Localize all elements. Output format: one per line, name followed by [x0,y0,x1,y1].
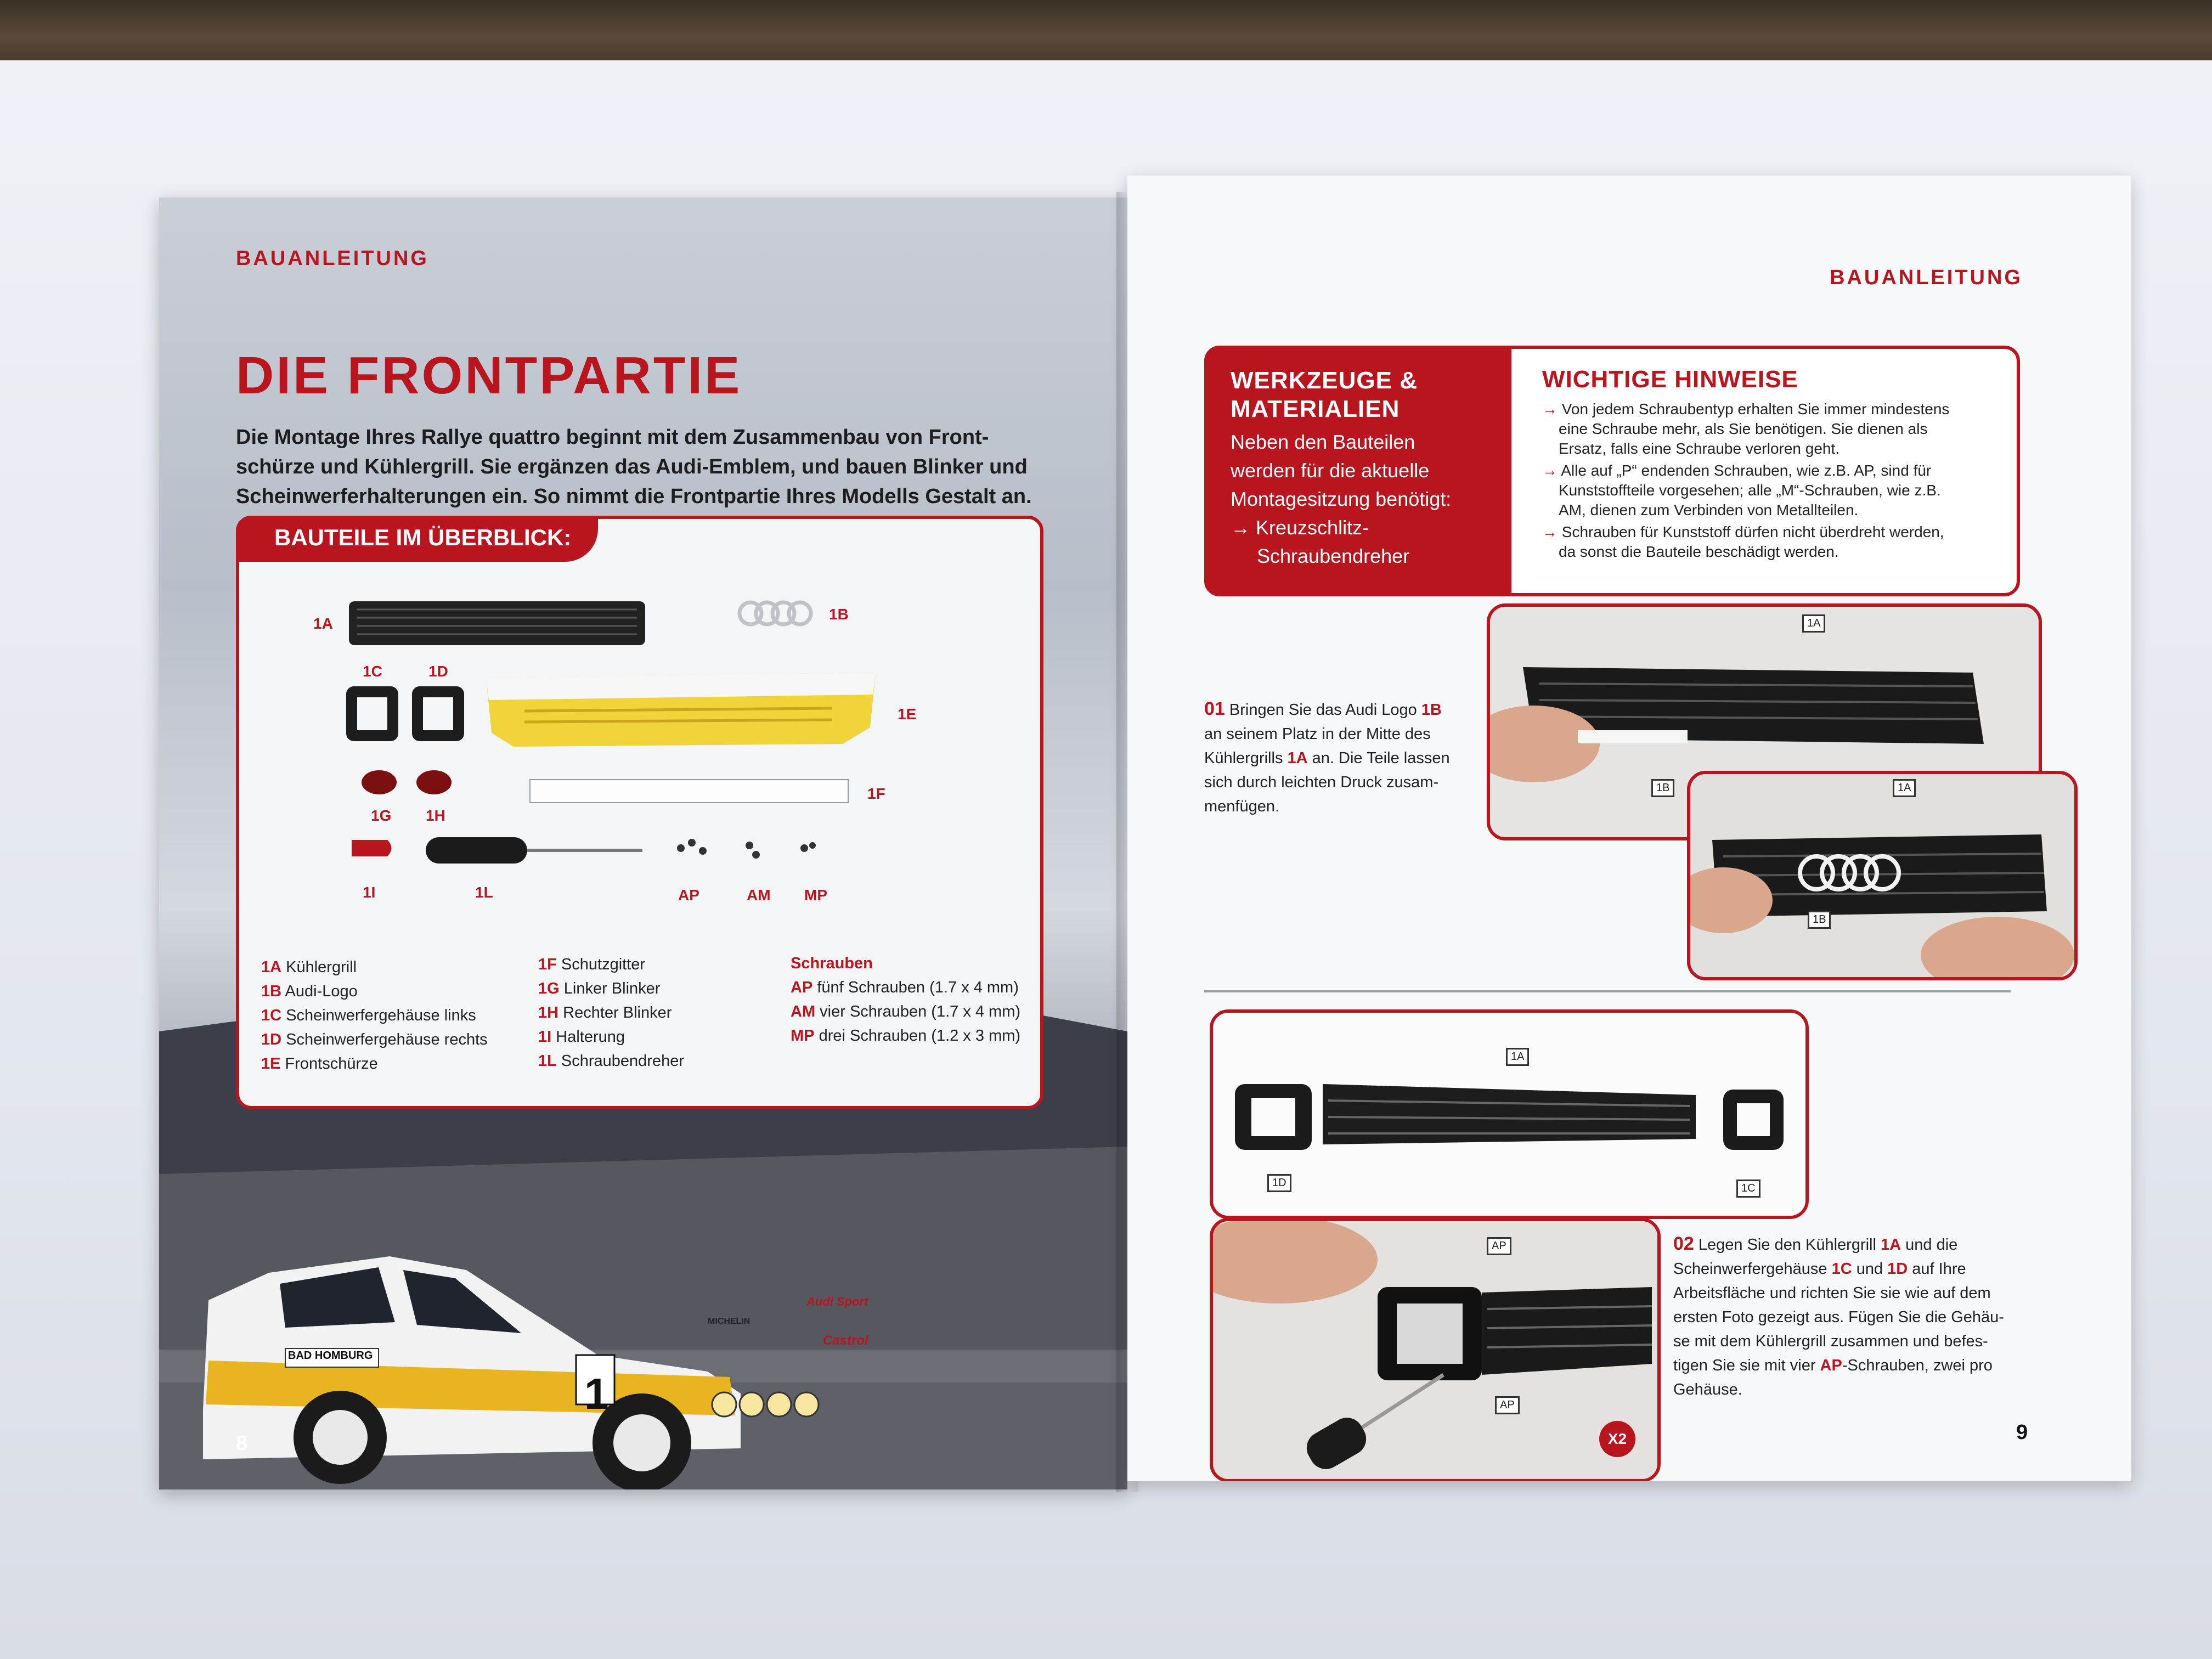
label-1g: 1G [371,807,392,824]
header-tag: BAUANLEITUNG [236,247,429,270]
step-02-text: 02 Legen Sie den Kühlergrill 1A und die Scheinwerfergehäuse 1C und 1D auf Ihre Arbeitsfläche und richten Sie sie wie auf dem ersten Foto gezeigt aus. Fügen Sie die Gehäu- se mit dem Kühlergrill zusammen und befes- tigen Sie sie mit vier AP-Schrauben, zwei pro Gehäuse. [1673,1233,2004,1398]
step-02-photo-b [1210,1218,1661,1481]
label-1a: 1A [313,615,333,632]
left-page [159,198,1127,1489]
car-start-number: 1 [584,1369,609,1418]
legend-item: AM vier Schrauben (1.7 x 4 mm) [791,1003,1021,1020]
screwing-housing-photo [1213,1221,1657,1479]
tools-title [1231,366,1418,424]
legend-column-screws [791,951,1020,1048]
callout-1b: 1B [1651,779,1674,797]
screwdriver-part [426,837,642,864]
page-number-left: 8 [236,1432,248,1455]
legend-item: 1D Scheinwerfergehäuse rechts [261,1031,488,1048]
callout-1a: 1A [1802,614,1825,633]
audi-logo-part [740,602,811,624]
step-divider [1204,990,2011,992]
legend-column-parts [261,955,488,1076]
intro-line: Scheinwerferhalterungen ein. So nimmt die Frontpartie Ihres Modells Gestalt an. [236,485,1032,508]
protective-mesh-part [530,780,848,803]
tools-panel [1204,346,1511,596]
tools-text-line: Neben den Bauteilen [1231,431,1415,453]
tools-title-line: MATERIALIEN [1231,396,1400,422]
left-blinker-part [362,770,397,794]
screws [677,839,816,859]
grille-with-logo-photo [1690,774,2074,977]
label-ap: AP [678,887,699,904]
intro-text [236,422,1048,511]
callout-1a-step2: 1A [1506,1048,1529,1066]
step-01-text: 01 Bringen Sie das Audi Logo 1B an seinem Platz in der Mitte des Kühlergrills 1A an. Die Teile lassen sich durch leichten Druck zusam- menfügen. [1204,698,1450,815]
hint-item: → Von jedem Schraubentyp erhalten Sie immer mindestens eine Schraube mehr, als Sie benötigen. Sie dienen als Ersatz, falls eine Schraube verloren geht. [1542,400,1950,457]
legend-item: 1B Audi-Logo [261,983,358,1000]
legend-item: 1C Scheinwerfergehäuse links [261,1007,476,1024]
right-page [1127,176,2131,1481]
legend-item: AP fünf Schrauben (1.7 x 4 mm) [791,979,1019,996]
tools-title-line: WERKZEUGE & [1231,367,1418,394]
legend-screws-title: Schrauben [791,955,873,972]
label-am: AM [747,887,771,904]
callout-1b-b: 1B [1808,911,1831,929]
legend-item: 1G Linker Blinker [538,980,661,997]
quantity-badge: X2 [1599,1421,1635,1457]
intro-line: schürze und Kühlergrill. Sie ergänzen das Audi-Emblem, und bauen Blinker und [236,455,1028,478]
car-sponsor-audi: Audi Sport [806,1295,868,1308]
label-1i: 1I [363,884,376,901]
grille-part [349,601,645,645]
intro-line: Die Montage Ihres Rallye quattro beginnt mit dem Zusammenbau von Front- [236,426,989,449]
legend-item: 1L Schraubendreher [538,1052,685,1070]
legend-item: MP drei Schrauben (1.2 x 3 mm) [791,1027,1021,1045]
hints-title: WICHTIGE HINWEISE [1542,366,1798,393]
label-mp: MP [804,887,827,904]
legend-item: 1F Schutzgitter [538,956,646,973]
label-1l: 1L [475,884,493,901]
tools-item: → Kreuzschlitz- [1231,516,1369,539]
holder-part [352,840,392,856]
callout-ap-1: AP [1487,1237,1511,1255]
callout-1d: 1D [1267,1174,1291,1192]
parts-title: BAUTEILE IM ÜBERBLICK: [274,524,572,550]
hints-list [1542,399,2003,562]
hint-item: → Schrauben für Kunststoff dürfen nicht überdreht werden, da sonst die Bauteile beschädigt werden. [1542,523,1944,560]
tools-and-hints-box [1204,346,2020,596]
parts-overview-box [236,516,1043,1109]
page-title: DIE FRONTPARTIE [236,346,742,405]
callout-1c: 1C [1736,1180,1760,1198]
legend-item: 1H Rechter Blinker [538,1004,672,1022]
legend-column-parts-2 [538,952,684,1073]
tools-text-line: werden für die aktuelle [1231,459,1430,482]
car-sponsor-castrol: Castrol [823,1333,868,1348]
car-plate: BAD HOMBURG [288,1350,373,1362]
label-1d: 1D [428,663,448,680]
legend-item: 1I Halterung [538,1028,625,1046]
header-tag: BAUANLEITUNG [1830,266,2023,289]
tools-text [1231,428,1451,571]
parts-illustration [239,519,1040,903]
label-1h: 1H [426,807,445,824]
callout-1a-b: 1A [1893,779,1916,797]
right-blinker-part [416,770,452,794]
wooden-table-edge [0,0,2212,60]
label-1b: 1B [829,606,849,623]
legend-item: 1A Kühlergrill [261,958,357,976]
rally-car-image [159,1174,1127,1489]
front-bumper-part [486,673,876,747]
tools-item: Schraubendreher [1257,545,1410,567]
tools-text-line: Montagesitzung benötigt: [1231,488,1452,510]
headlight-housings [346,686,464,741]
grille-housings-layout-photo [1213,1013,1805,1216]
label-1c: 1C [363,663,382,680]
car-sponsor-michelin: MICHELIN [708,1317,751,1326]
legend-item: 1E Frontschürze [261,1055,378,1073]
step-01-photo-b [1687,771,2078,980]
step-02-photo-a [1210,1009,1809,1219]
hint-item: → Alle auf „P“ endenden Schrauben, wie z.B. AP, sind für Kunststoffteile vorgesehen; alle „M“-Schrauben, wie z.B. AM, dienen zum Verbinden von Metallteilen. [1542,462,1941,518]
callout-ap-2: AP [1495,1396,1520,1414]
page-number-right: 9 [2016,1421,2028,1444]
label-1e: 1E [898,706,917,723]
label-1f: 1F [867,785,885,802]
